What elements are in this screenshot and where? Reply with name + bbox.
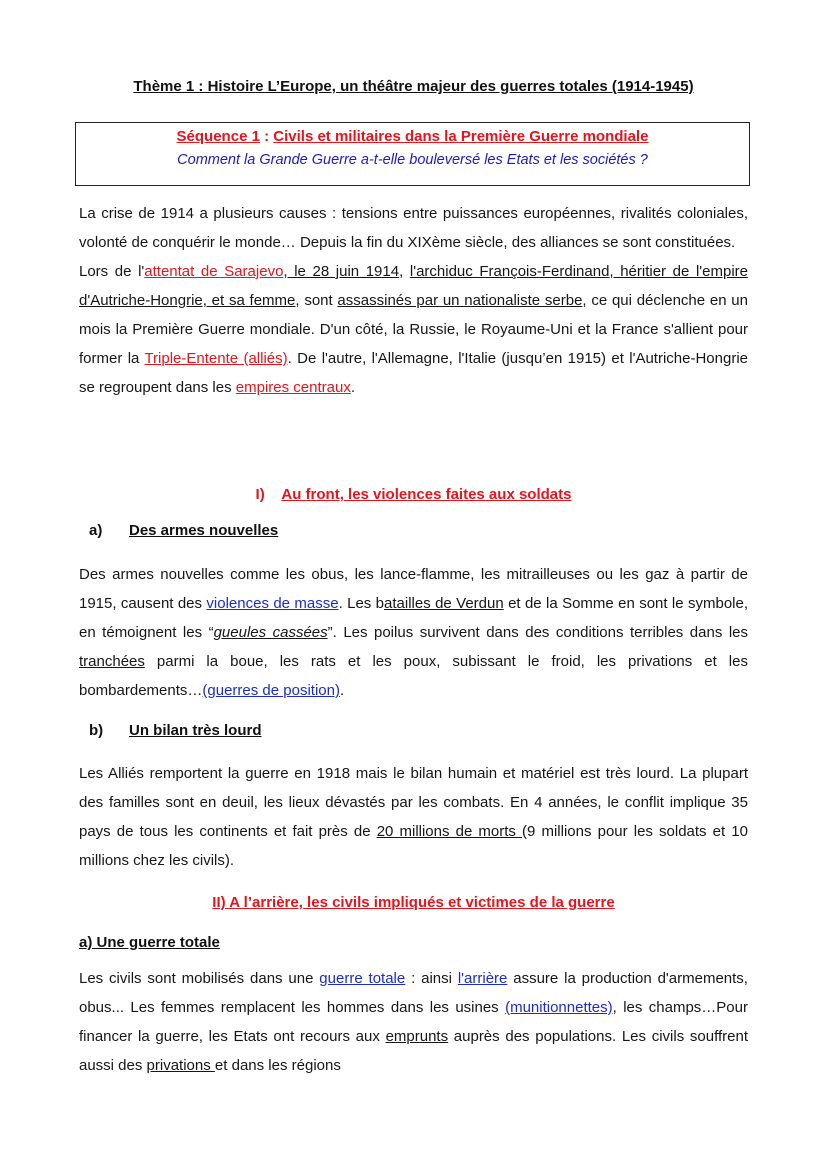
text: (9 millions pour les soldats et 10 millions chez les civils).	[79, 823, 748, 869]
morts-text: 20 millions de morts	[376, 823, 523, 840]
sequence-box	[75, 122, 750, 186]
text: et de la Somme en sont le symbole, en témoignent les “	[79, 595, 749, 641]
link-empires-centraux[interactable]: empires centraux	[235, 379, 351, 396]
text: auprès des populations. Les civils souffrent aussi des	[79, 1028, 748, 1074]
text: , sont	[295, 292, 338, 309]
text: .	[350, 379, 356, 396]
link-violences-de-masse[interactable]: violences de masse	[206, 595, 339, 612]
link-guerres-de-position[interactable]: (guerres de position)	[202, 682, 340, 699]
section-2-title: II) A l’arrière, les civils impliqués et victimes de la guerre	[212, 894, 615, 911]
text: ”. Les poilus survivent dans des conditions terribles dans les	[327, 624, 749, 641]
gueules-cassees-text: gueules cassées	[213, 624, 328, 641]
sequence-separator: :	[259, 128, 274, 145]
section-1-number: I)	[255, 486, 265, 503]
document-title: Thème 1 : Histoire L’Europe, un théâtre majeur des guerres totales (1914-1945)	[133, 78, 694, 95]
sequence-heading	[76, 128, 749, 145]
text: , ce qui déclenche en un mois la Première Guerre mondiale. D'un côté, la Russie, le Royaume-Uni et la France s'allient pour former la	[79, 292, 748, 367]
link-munitionnettes[interactable]: (munitionnettes)	[505, 999, 613, 1016]
subsection-2a-paragraph	[79, 964, 748, 1080]
text: , les champs…Pour financer la guerre, les Etats ont recours aux	[79, 999, 748, 1045]
subsection-label: a)	[89, 522, 103, 539]
text: .	[339, 682, 345, 699]
subsection-1a-heading	[89, 522, 278, 539]
sequence-title: Civils et militaires dans la Première Guerre mondiale	[273, 128, 649, 145]
subsection-label: b)	[89, 722, 104, 739]
batailles-text: atailles de Verdun	[384, 595, 504, 612]
subsection-1b-heading	[89, 722, 262, 739]
paragraph	[79, 964, 748, 1080]
text: et dans les régions	[214, 1057, 341, 1074]
link-arriere[interactable]: l'arrière	[457, 970, 508, 987]
subsection-1b-paragraph	[79, 759, 748, 875]
section-1-title: Au front, les violences faites aux soldats	[281, 486, 572, 503]
text: . De l'autre, l'Allemagne, l'Italie (jusqu’en 1915) et l'Autriche-Hongrie se regroupent dans les	[79, 350, 748, 396]
link-attentat-sarajevo[interactable]: attentat de Sarajevo	[144, 263, 284, 280]
sequence-question: Comment la Grande Guerre a-t-elle bouleversé les Etats et les sociétés ?	[177, 152, 648, 168]
section-2-heading	[79, 894, 748, 911]
intro-paragraph-2	[79, 257, 748, 402]
text: ,	[399, 263, 410, 280]
date-text: , le 28 juin 1914	[283, 263, 400, 280]
text: Les civils sont mobilisés dans une	[79, 970, 320, 987]
text: Les Alliés remportent la guerre en 1918 mais le bilan humain et matériel est très lourd. La plupart des familles sont en deuil, les lieux dévastés par les combats. En 4 années, le conflit implique 35 pays de tous les continents et fait près de	[79, 765, 748, 840]
text: : ainsi	[405, 970, 458, 987]
emprunts-text: emprunts	[385, 1028, 449, 1045]
intro-paragraph-1: La crise de 1914 a plusieurs causes : tensions entre puissances européennes, rivalités coloniales, volonté de conquérir le monde… Depuis la fin du XIXème siècle, des alliances se sont constituées.	[79, 205, 748, 251]
link-triple-entente[interactable]: Triple-Entente (alliés)	[144, 350, 288, 367]
archiduc-text: l'archiduc François-Ferdinand, héritier de l'empire d'Autriche-Hongrie, et sa femme	[79, 263, 748, 309]
subsection-title: Un bilan très lourd	[129, 722, 262, 739]
text: parmi la boue, les rats et les poux, subissant le froid, les privations et les bombardements…	[79, 653, 748, 699]
sequence-label: Séquence 1	[176, 128, 260, 145]
text: assure la production d'armements, obus... Les femmes remplacent les hommes dans les usines	[79, 970, 748, 1016]
subsection-title: Des armes nouvelles	[129, 522, 279, 539]
text: Des armes nouvelles comme les obus, les lance-flamme, les mitrailleuses ou les gaz à partir de 1915, causent des	[79, 566, 748, 612]
privations-text: privations	[146, 1057, 215, 1074]
link-guerre-totale[interactable]: guerre totale	[319, 970, 406, 987]
subsection-2a-heading: a) Une guerre totale	[79, 934, 220, 951]
section-1-heading	[79, 486, 748, 503]
assassines-text: assassinés par un nationaliste serbe	[337, 292, 583, 309]
text: . Les b	[338, 595, 385, 612]
tranchees-text: tranchées	[79, 653, 145, 670]
paragraph	[79, 560, 748, 705]
intro-paragraphs	[79, 199, 748, 402]
paragraph	[79, 759, 748, 875]
text: Lors de l'	[79, 263, 145, 280]
subsection-1a-paragraph	[79, 560, 748, 705]
